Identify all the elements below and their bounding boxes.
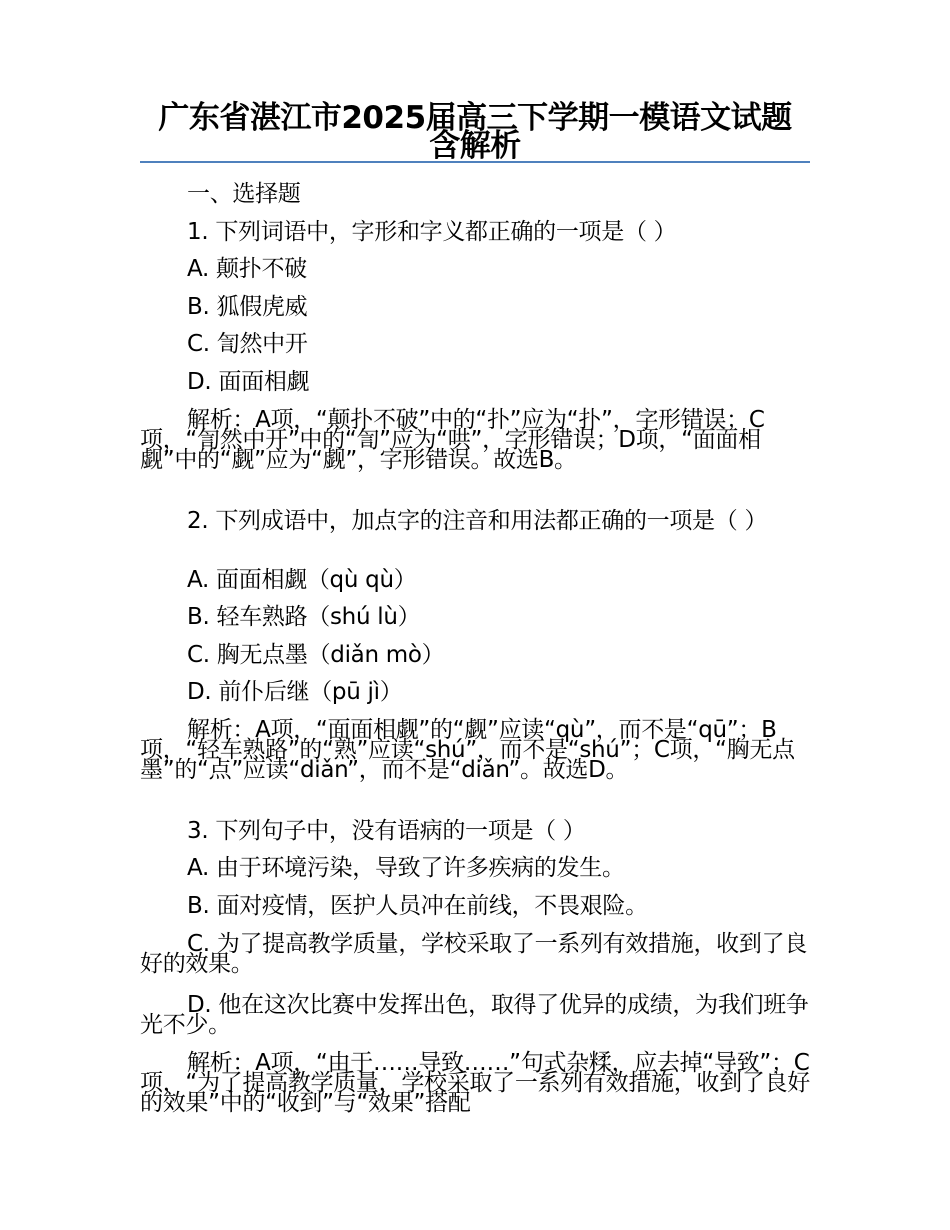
question-3-option-c: C. 为了提高教学质量，学校采取了一系列有效措施，收到了良好的效果。 xyxy=(140,931,807,977)
question-2-stem: 2. 下列成语中，加点字的注音和用法都正确的一项是（ ） xyxy=(187,508,768,534)
question-2-option-b: B. 轻车熟路（shú lù） xyxy=(187,604,421,630)
question-2-analysis: 解析：A项，“面面相觑”的“觑”应读“qù”，而不是“qū”；B项，“轻车熟路”的“熟”应读“shú”，而不是“shú”；C项，“胸无点墨”的“点”应读“diǎn”，而不是“diǎn”。故选D。 xyxy=(140,717,795,783)
document-title: 广东省湛江市2025届高三下学期一模语文试题 含解析 xyxy=(158,100,792,164)
question-3-option-a: A. 由于环境污染，导致了许多疾病的发生。 xyxy=(187,855,625,881)
question-1-analysis: 解析：A项，“颠扑不破”中的“扑”应为“扑”，字形错误；C项，“訇然中开”中的“訇”应为“哄”，字形错误；D项，“面面相觑”中的“觑”应为“觑”，字形错误。故选B。 xyxy=(140,407,765,473)
question-3-analysis: 解析：A项，“由于……导致……”句式杂糅，应去掉“导致”；C项，“为了提高教学质量，学校采取了一系列有效措施，收到了良好的效果”中的“收到”与“效果”搭配 xyxy=(140,1050,810,1116)
section-heading: 一、选择题 xyxy=(187,181,301,207)
question-1-option-b: B. 狐假虎威 xyxy=(187,294,308,320)
question-3-option-d: D. 他在这次比赛中发挥出色，取得了优异的成绩，为我们班争光不少。 xyxy=(140,992,809,1038)
question-1-option-a: A. 颠扑不破 xyxy=(187,256,307,282)
question-3-option-b: B. 面对疫情，医护人员冲在前线，不畏艰险。 xyxy=(187,893,648,919)
question-1-stem: 1. 下列词语中，字形和字义都正确的一项是（ ） xyxy=(187,219,677,245)
question-3-stem: 3. 下列句子中，没有语病的一项是（ ） xyxy=(187,818,586,844)
title-underline xyxy=(140,161,810,163)
question-2-option-a: A. 面面相觑（qù qù） xyxy=(187,567,417,593)
question-2-option-c: C. 胸无点墨（diǎn mò） xyxy=(187,642,445,668)
question-1-option-d: D. 面面相觑 xyxy=(187,369,310,395)
question-2-option-d: D. 前仆后继（pū jì） xyxy=(187,679,403,705)
question-1-option-c: C. 訇然中开 xyxy=(187,331,308,357)
